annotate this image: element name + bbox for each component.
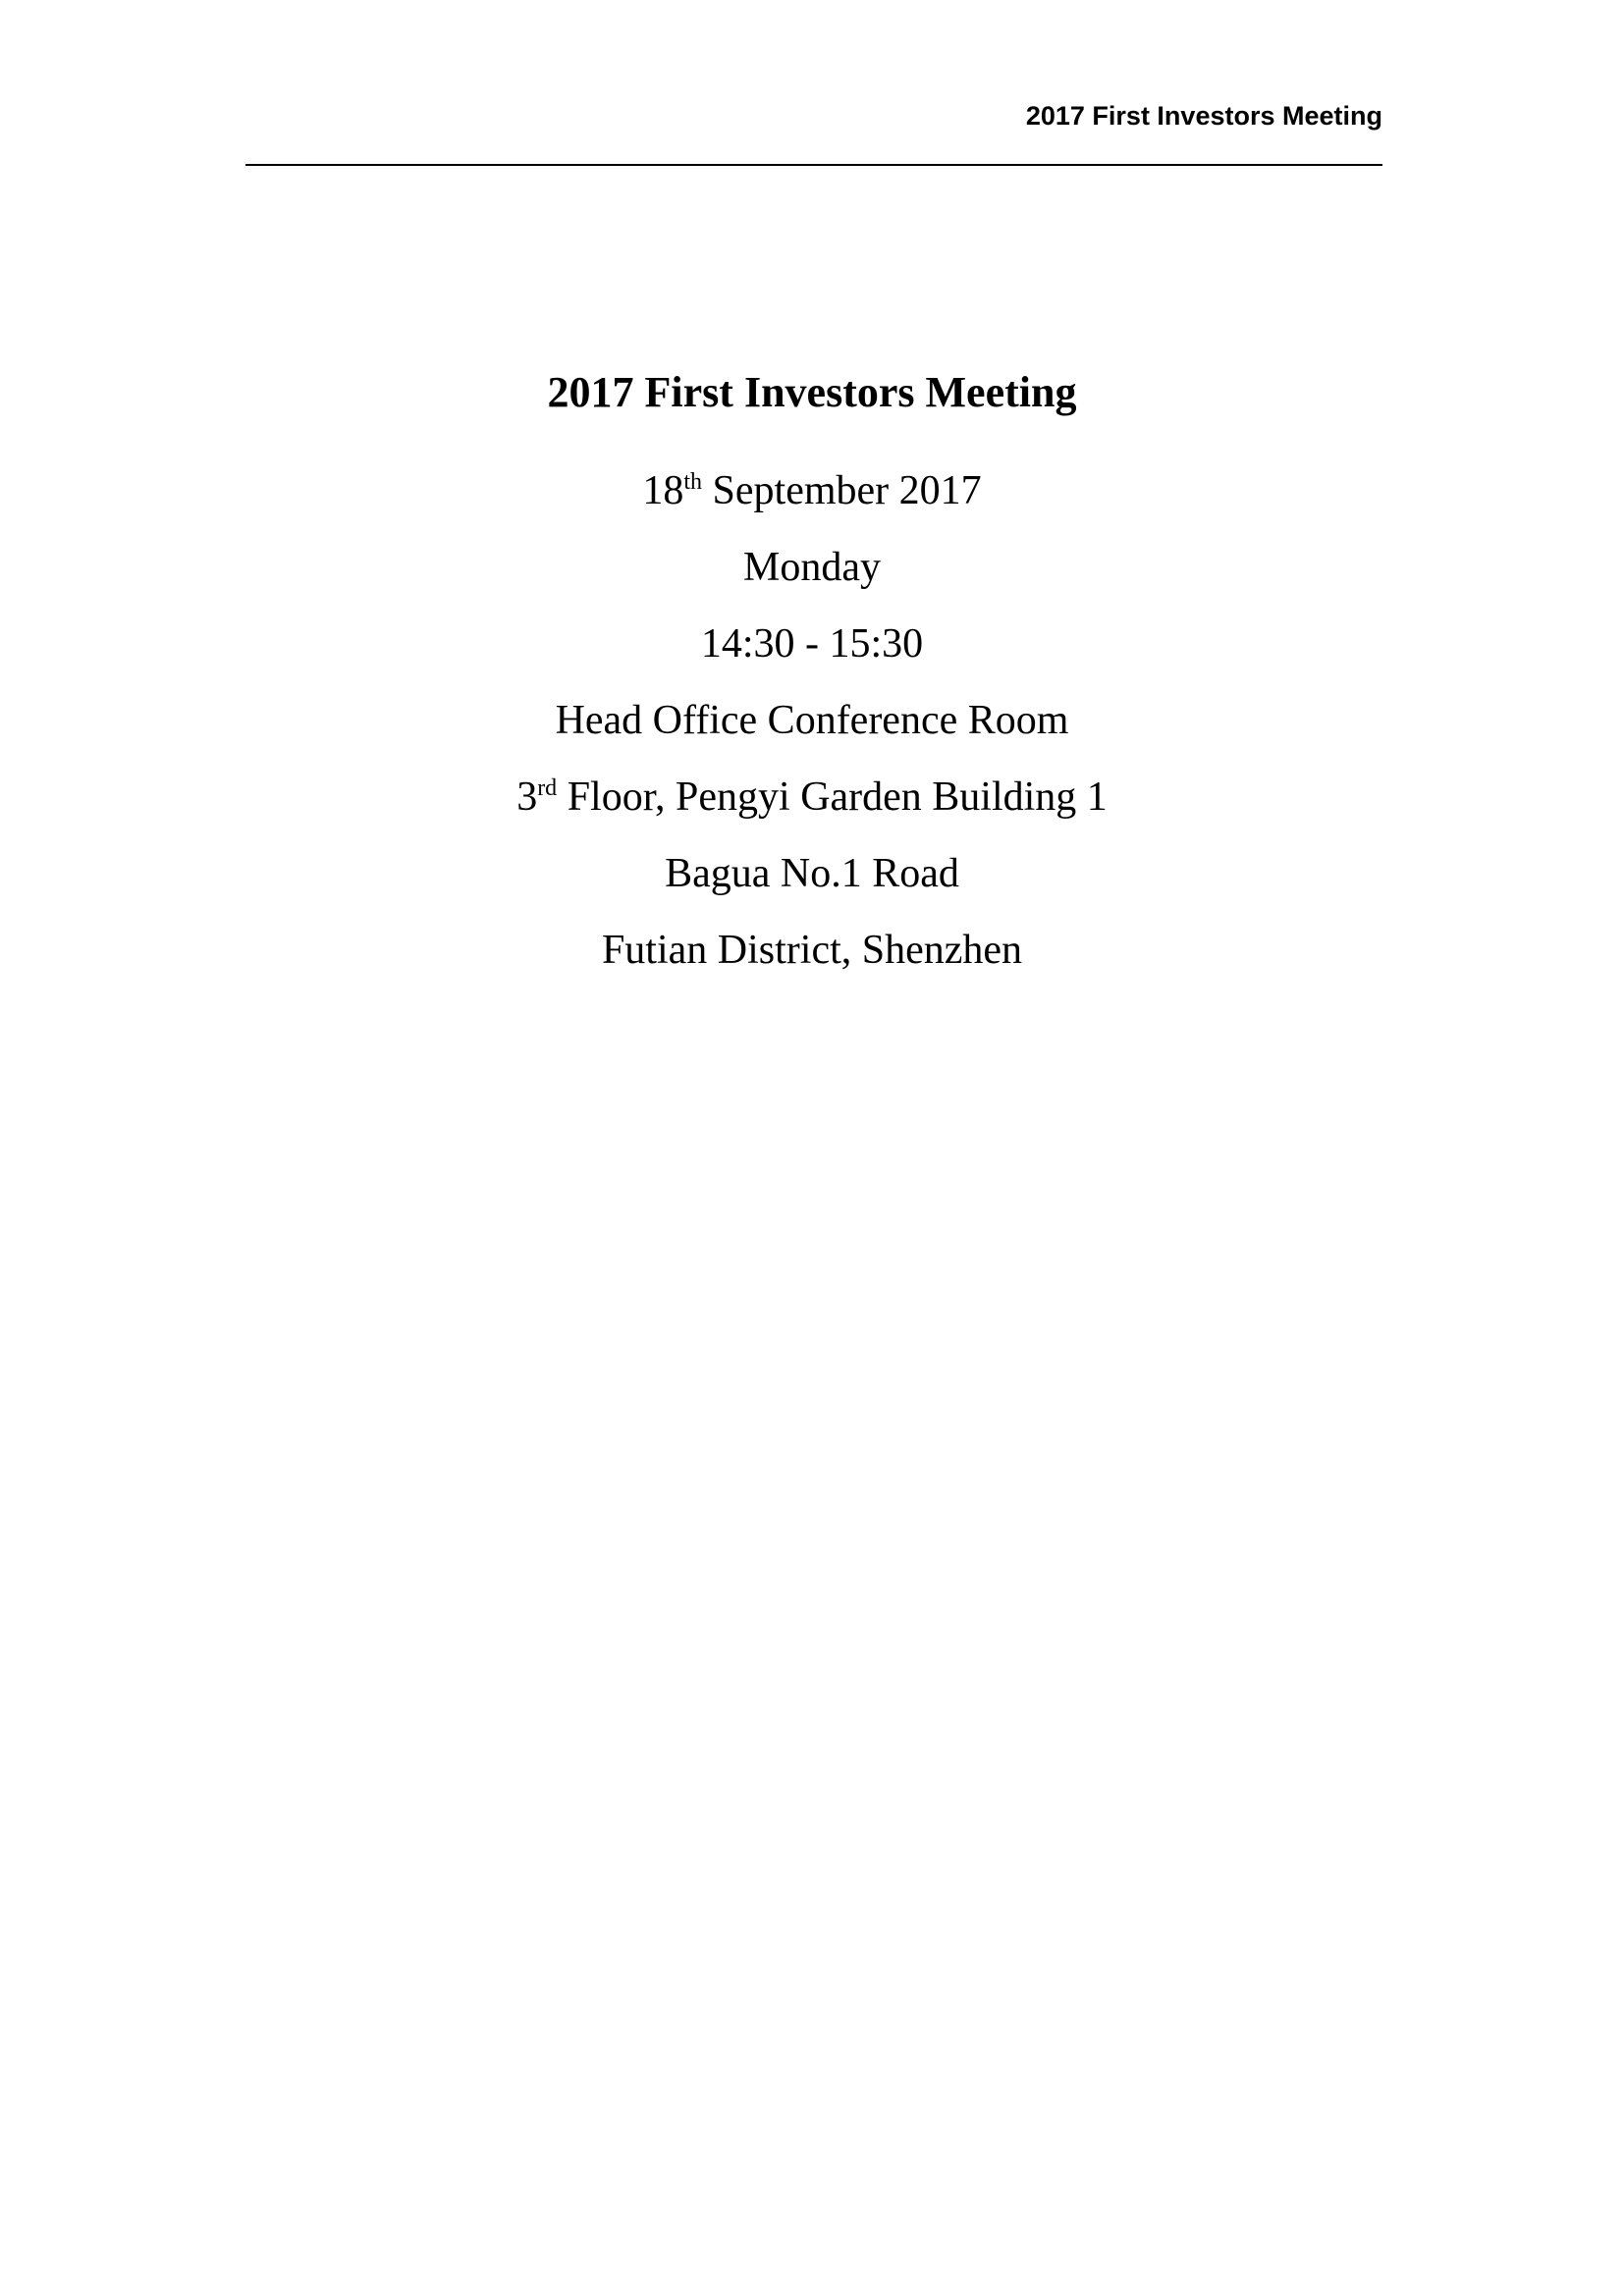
floor-number: 3 [516,774,538,820]
title-block [0,363,1624,422]
meeting-weekday: Monday [743,545,881,590]
document-title: 2017 First Investors Meeting [547,368,1077,416]
page-header [245,0,1382,167]
meeting-road: Bagua No.1 Road [665,851,959,896]
meeting-date-day: 18 [642,468,684,513]
floor-number-suffix: rd [537,775,558,801]
meeting-venue: Head Office Conference Room [555,698,1069,743]
meeting-time: 14:30 - 15:30 [700,621,924,667]
meeting-details [0,461,1624,997]
meeting-date-day-suffix: th [683,469,703,495]
meeting-district: Futian District, Shenzhen [601,928,1023,973]
floor-building: Floor, Pengyi Garden Building 1 [557,774,1108,820]
meeting-date [0,461,1624,538]
running-header-title: 2017 First Investors Meeting [1025,101,1382,131]
meeting-date-month-year: September 2017 [702,468,982,513]
meeting-floor [0,768,1624,844]
header-divider [245,164,1382,166]
